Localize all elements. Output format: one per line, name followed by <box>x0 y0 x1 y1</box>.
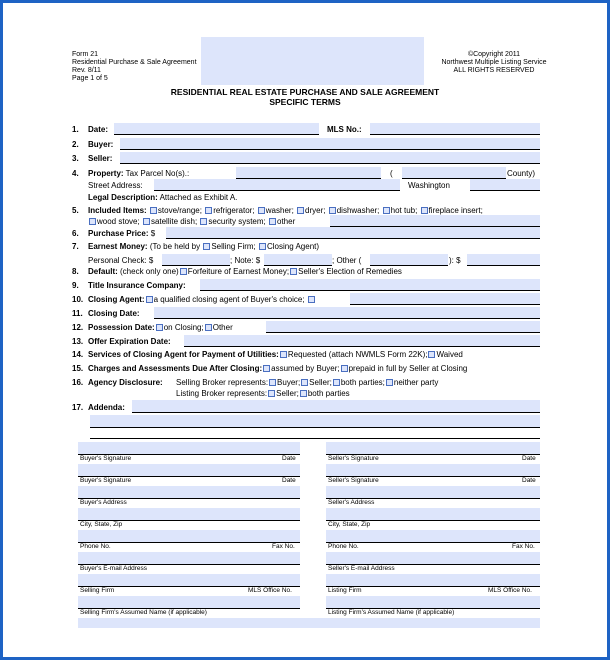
item-number: 5. <box>72 206 79 215</box>
underline <box>467 265 540 266</box>
addenda-label: Addenda: <box>88 403 125 412</box>
item-number: 7. <box>72 242 79 251</box>
underline <box>166 238 540 239</box>
buyer-email-field[interactable] <box>78 552 300 564</box>
buyer-city-field[interactable] <box>78 508 300 520</box>
addenda-field-2[interactable] <box>90 415 540 427</box>
selling-broker-label: Selling Broker represents: <box>176 378 269 387</box>
personal-check-label: Personal Check: $ <box>88 256 154 265</box>
item-number: 10. <box>72 295 84 304</box>
sb-buyer-checkbox[interactable] <box>269 379 276 386</box>
item-number: 6. <box>72 229 79 238</box>
option-label: Forfeiture of Earnest Money; <box>187 267 290 276</box>
dryer-checkbox[interactable] <box>297 207 304 214</box>
seller-signature-label: Seller's Signature <box>328 477 379 484</box>
option-label: assumed by Buyer; <box>271 364 340 373</box>
seller-city-label: City, State, Zip <box>328 521 371 528</box>
option-label: hot tub; <box>390 206 418 215</box>
street-address-field[interactable] <box>154 179 400 190</box>
underline <box>154 318 540 319</box>
note-label: ; Note: $ <box>230 256 261 265</box>
buyer-phone-field[interactable] <box>78 530 300 542</box>
underline <box>78 542 300 543</box>
document-subtitle: SPECIFIC TERMS <box>269 97 341 107</box>
selling-firm-field[interactable] <box>78 574 300 586</box>
seller-fax-label: Fax No. <box>512 543 535 550</box>
item-number: 14. <box>72 350 84 359</box>
addenda-field-1[interactable] <box>132 400 540 412</box>
possession-date-label: Possession Date: <box>88 323 155 332</box>
seller-signature-field-2[interactable] <box>326 464 540 476</box>
county-label: County) <box>507 169 536 178</box>
underline <box>350 304 540 305</box>
option-label: Buyer; <box>277 378 301 387</box>
sb-seller-checkbox[interactable] <box>301 379 308 386</box>
item-number: 2. <box>72 140 79 149</box>
item-number: 1. <box>72 125 79 134</box>
buyer-city-label: City, State, Zip <box>80 521 123 528</box>
selling-firm-label: Selling Firm <box>80 587 115 594</box>
seller-email-label: Seller's E-mail Address <box>328 565 395 572</box>
listing-broker-label: Listing Broker represents: <box>176 389 268 398</box>
utilities-label: Services of Closing Agent for Payment of Utilities: <box>88 350 279 359</box>
header-field[interactable] <box>201 37 424 85</box>
included-items-label: Included Items: <box>88 206 147 215</box>
option-label: Closing Agent) <box>267 242 320 251</box>
item-number: 8. <box>72 267 79 276</box>
date-caption: Date <box>522 455 536 462</box>
listing-firm-field[interactable] <box>326 574 540 586</box>
mls-field[interactable] <box>370 123 540 134</box>
option-label: stove/range; <box>157 206 202 215</box>
item-number: 12. <box>72 323 84 332</box>
buyer-phone-label: Phone No. <box>80 543 111 550</box>
buyer-email-label: Buyer's E-mail Address <box>80 565 147 572</box>
refrigerator-checkbox[interactable] <box>205 207 212 214</box>
listing-firm-label: Listing Firm <box>328 587 362 594</box>
other-items-field[interactable] <box>330 215 540 226</box>
seller-signature-label: Seller's Signature <box>328 455 379 462</box>
offer-expiration-field[interactable] <box>184 335 540 346</box>
organization: Northwest Multiple Listing Service <box>441 59 547 66</box>
seller-city-field[interactable] <box>326 508 540 520</box>
option-label: dishwasher; <box>336 206 380 215</box>
selling-assumed-name-field[interactable] <box>78 596 300 608</box>
document-page <box>4 4 606 656</box>
purchase-price-field[interactable] <box>166 227 540 238</box>
option-label: washer; <box>265 206 294 215</box>
agency-disclosure-label: Agency Disclosure: <box>88 378 163 387</box>
purchase-price-label: Purchase Price: <box>88 229 149 238</box>
tax-parcel-field[interactable] <box>236 167 381 178</box>
other-type-field[interactable] <box>370 254 448 265</box>
option-label: both parties <box>307 389 350 398</box>
satellite-dish-checkbox[interactable] <box>143 218 150 225</box>
earnest-money-label: Earnest Money: <box>88 242 148 251</box>
option-label: prepaid in full by Seller at Closing <box>348 364 468 373</box>
underline <box>162 265 230 266</box>
utilities-waived-checkbox[interactable] <box>428 351 435 358</box>
document-title: RESIDENTIAL REAL ESTATE PURCHASE AND SALE AGREEMENT <box>170 87 440 97</box>
listing-assumed-name-label: Listing Firm's Assumed Name (if applicable) <box>328 609 455 616</box>
closing-date-field[interactable] <box>154 307 540 318</box>
selling-mls-office-label: MLS Office No. <box>248 587 292 594</box>
other-amount-field[interactable] <box>467 254 540 265</box>
seller-label: Seller: <box>88 154 113 163</box>
item-number: 17. <box>72 403 84 412</box>
mls-label: MLS No.: <box>327 125 362 134</box>
option-label: Requested (attach NWMLS Form 22K); <box>287 350 428 359</box>
option-label: both parties; <box>340 378 385 387</box>
seller-phone-field[interactable] <box>326 530 540 542</box>
buyer-field[interactable] <box>120 138 540 149</box>
option-label: dryer; <box>305 206 326 215</box>
date-caption: Date <box>282 455 296 462</box>
option-label: Waived <box>436 350 463 359</box>
state-label: Washington <box>408 181 450 190</box>
buyer-signature-field-2[interactable] <box>78 464 300 476</box>
other-agent-checkbox[interactable] <box>308 296 315 303</box>
item-number: 15. <box>72 364 84 373</box>
personal-check-field[interactable] <box>162 254 230 265</box>
legal-description-label: Legal Description: <box>88 193 158 202</box>
date-caption: Date <box>282 477 296 484</box>
property-label: Property: <box>88 169 124 178</box>
date-label: Date: <box>88 125 109 134</box>
option-label: Seller's Election of Remedies <box>298 267 402 276</box>
buyer-signature-label: Buyer's Signature <box>80 477 132 484</box>
lb-seller-checkbox[interactable] <box>268 390 275 397</box>
paren-open: ( <box>390 169 393 178</box>
sb-both-checkbox[interactable] <box>333 379 340 386</box>
item-number: 16. <box>72 378 84 387</box>
other-amount-label: ): $ <box>449 256 461 265</box>
selling-assumed-name-label: Selling Firm's Assumed Name (if applicable) <box>80 609 207 616</box>
buyer-fax-label: Fax No. <box>272 543 295 550</box>
item-number: 11. <box>72 309 83 318</box>
held-by-text: (To be held by <box>149 242 201 251</box>
note-field[interactable] <box>264 254 332 265</box>
title-insurance-field[interactable] <box>200 279 540 290</box>
option-label: refrigerator; <box>213 206 255 215</box>
underline <box>120 149 540 150</box>
footer-field[interactable] <box>78 618 540 628</box>
form-revision: Rev. 8/11 <box>72 67 101 74</box>
closing-agent-label: Closing Agent: <box>88 295 145 304</box>
dishwasher-checkbox[interactable] <box>329 207 336 214</box>
tax-parcel-label: Tax Parcel No(s).: <box>125 169 190 178</box>
lb-both-checkbox[interactable] <box>300 390 307 397</box>
option-label: other <box>277 217 296 226</box>
underline <box>184 346 540 347</box>
default-instruction: (check only one) <box>120 267 179 276</box>
stove-checkbox[interactable] <box>150 207 157 214</box>
date-field[interactable] <box>114 123 319 134</box>
listing-mls-office-label: MLS Office No. <box>488 587 532 594</box>
seller-address-field[interactable] <box>326 486 540 498</box>
option-label: satellite dish; <box>150 217 198 226</box>
closing-date-label: Closing Date: <box>88 309 140 318</box>
option-label: Seller; <box>309 378 332 387</box>
copyright: ©Copyright 2011 <box>467 51 521 58</box>
included-items-row-2 <box>88 217 295 227</box>
option-label: wood stove; <box>97 217 140 226</box>
form-name: Residential Purchase & Sale Agreement <box>72 59 197 66</box>
option-label: a qualified closing agent of Buyer's choice; <box>153 295 305 304</box>
buyer-address-label: Buyer's Address <box>80 499 127 506</box>
option-label: security system; <box>208 217 266 226</box>
offer-expiration-label: Offer Expiration Date: <box>88 337 171 346</box>
closing-agent-checkbox[interactable] <box>259 243 266 250</box>
option-label: on Closing; <box>163 323 204 332</box>
underline <box>154 190 400 191</box>
forfeiture-checkbox[interactable] <box>180 268 187 275</box>
zip-field[interactable] <box>470 179 540 190</box>
seller-address-label: Seller's Address <box>328 499 375 506</box>
prepaid-by-seller-checkbox[interactable] <box>341 365 348 372</box>
utilities-requested-checkbox[interactable] <box>280 351 287 358</box>
seller-field[interactable] <box>120 152 540 163</box>
buyer-label: Buyer: <box>88 140 114 149</box>
listing-assumed-name-field[interactable] <box>326 596 540 608</box>
page-number: Page 1 of 5 <box>72 75 108 82</box>
buyer-signature-field[interactable] <box>78 442 300 454</box>
sb-neither-checkbox[interactable] <box>386 379 393 386</box>
buyers-choice-checkbox[interactable] <box>146 296 153 303</box>
rights-reserved: ALL RIGHTS RESERVED <box>453 67 535 74</box>
wood-stove-checkbox[interactable] <box>89 218 96 225</box>
other-checkbox[interactable] <box>269 218 276 225</box>
security-system-checkbox[interactable] <box>200 218 207 225</box>
option-label: Other <box>212 323 233 332</box>
underline <box>266 332 540 333</box>
item-number: 4. <box>72 169 79 178</box>
default-label: Default: <box>88 267 118 276</box>
option-label: Selling Firm; <box>211 242 256 251</box>
seller-email-field[interactable] <box>326 552 540 564</box>
county-field[interactable] <box>402 167 506 178</box>
underline <box>132 412 540 413</box>
possession-other-checkbox[interactable] <box>205 324 212 331</box>
assumed-by-buyer-checkbox[interactable] <box>263 365 270 372</box>
closing-agent-field[interactable] <box>350 293 540 304</box>
option-label: neither party <box>393 378 439 387</box>
form-number: Form 21 <box>72 51 99 58</box>
assessments-label: Charges and Assessments Due After Closing: <box>88 364 263 373</box>
on-closing-checkbox[interactable] <box>156 324 163 331</box>
street-address-label: Street Address: <box>88 181 143 190</box>
item-number: 3. <box>72 154 79 163</box>
title-insurance-label: Title Insurance Company: <box>88 281 186 290</box>
selling-firm-checkbox[interactable] <box>203 243 210 250</box>
seller-signature-field[interactable] <box>326 442 540 454</box>
option-label: fireplace insert; <box>428 206 483 215</box>
dollar-sign: $ <box>150 229 156 238</box>
underline <box>470 190 540 191</box>
buyer-signature-label: Buyer's Signature <box>80 455 132 462</box>
underline <box>370 265 448 266</box>
underline <box>370 134 540 135</box>
underline <box>90 427 540 428</box>
buyer-address-field[interactable] <box>78 486 300 498</box>
underline <box>200 290 540 291</box>
possession-other-field[interactable] <box>266 321 540 332</box>
remedies-checkbox[interactable] <box>290 268 297 275</box>
underline <box>120 163 540 164</box>
other-label: ; Other ( <box>332 256 362 265</box>
date-caption: Date <box>522 477 536 484</box>
underline <box>264 265 332 266</box>
option-label: Seller; <box>276 389 299 398</box>
underline <box>90 438 540 439</box>
item-number: 9. <box>72 281 79 290</box>
legal-description-text: Attached as Exhibit A. <box>159 193 238 202</box>
seller-phone-label: Phone No. <box>328 543 359 550</box>
washer-checkbox[interactable] <box>258 207 265 214</box>
underline <box>114 134 319 135</box>
hot-tub-checkbox[interactable] <box>383 207 390 214</box>
fireplace-insert-checkbox[interactable] <box>421 207 428 214</box>
item-number: 13. <box>72 337 84 346</box>
